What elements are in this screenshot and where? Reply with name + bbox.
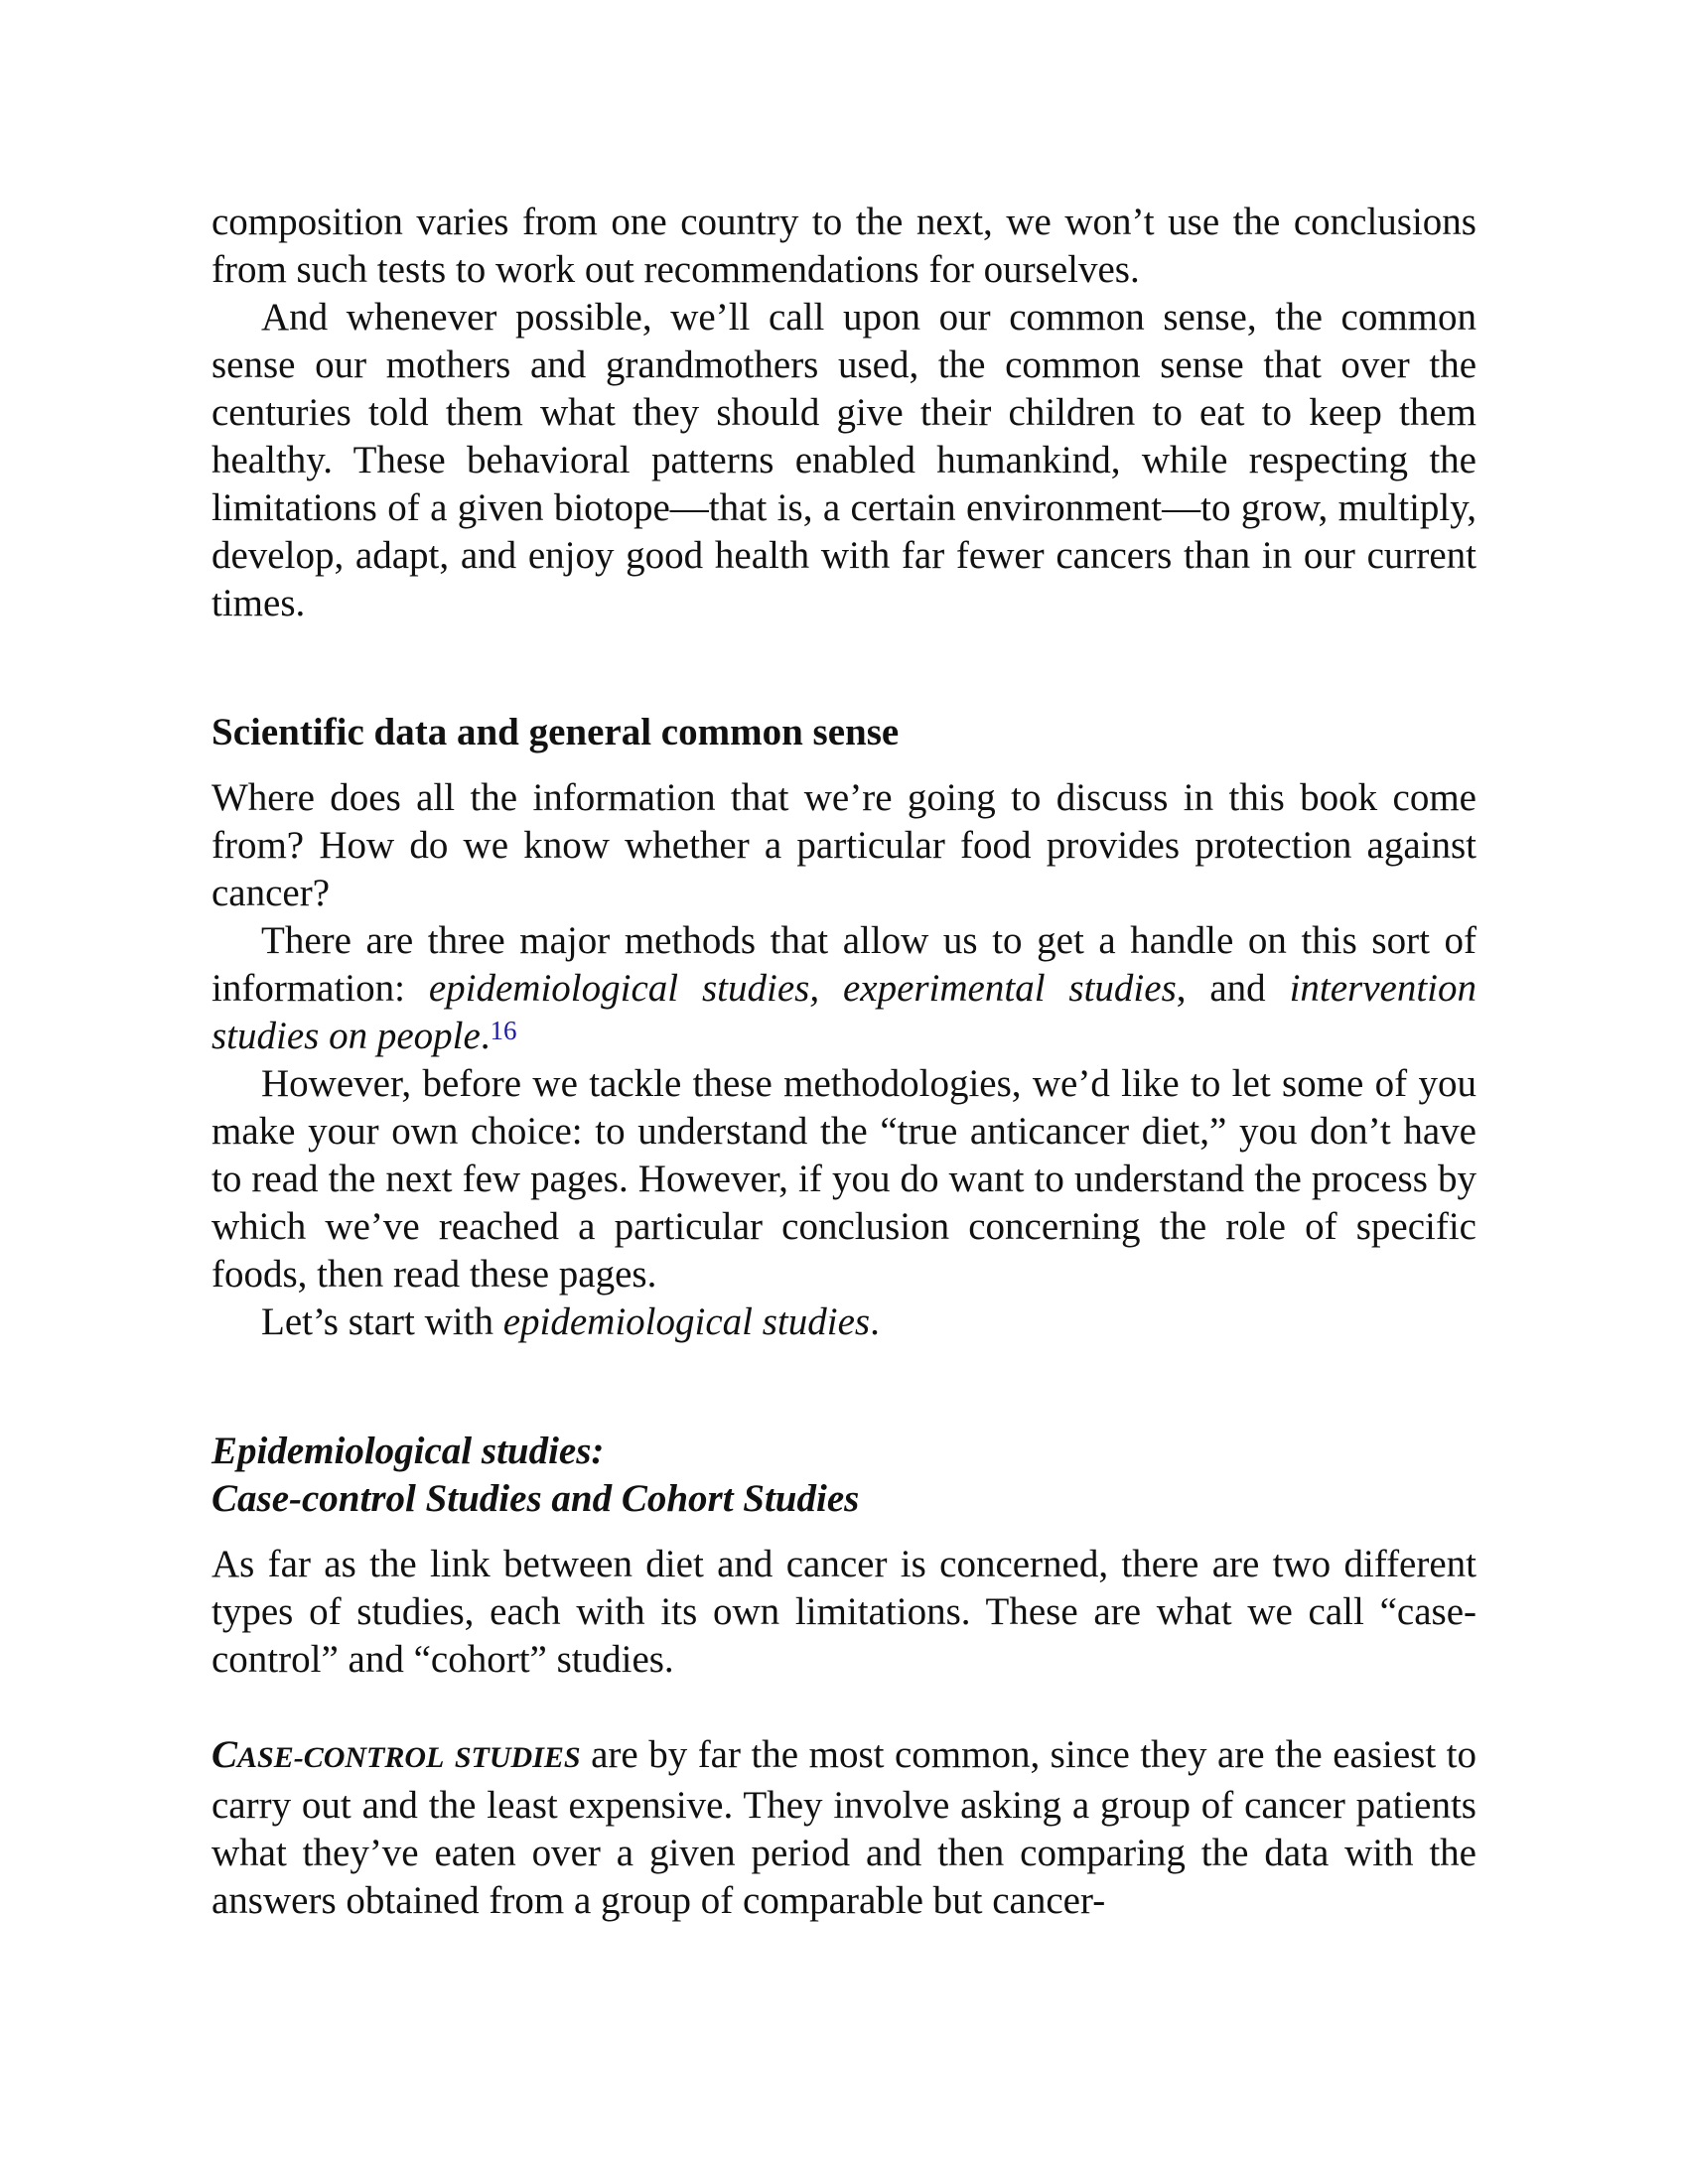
paragraph-8 [211, 1731, 1477, 1925]
heading-line-1: Epidemiological studies: [211, 1430, 605, 1472]
paragraph-8-text: are by far the most common, since they are the easiest to carry out and the least expensive. They involve asking a group of cancer patients what they’ve eaten over a given period and then comparing the data with the answers obtained from a group of comparable but cancer- [211, 1733, 1477, 1922]
spacer [211, 627, 1477, 709]
footnote-reference[interactable]: 16 [490, 1016, 517, 1045]
spacer [211, 1684, 1477, 1731]
small-caps-text: STUDIES [454, 1741, 581, 1774]
period: . [870, 1300, 880, 1343]
paragraph-7: As far as the link between diet and cancer is concerned, there are two different types of studies, each with its own limitations. These are what we call “case-control” and “cohort” studies. [211, 1543, 1477, 1681]
paragraph-6-lead: Let’s start with [261, 1300, 503, 1343]
paragraph-4 [211, 917, 1477, 1060]
paragraph-3: Where does all the information that we’re going to discuss in this book come from? How do we know whether a particular food provides protection against cancer? [211, 776, 1477, 914]
paragraph-1: composition varies from one country to the next, we won’t use the conclusions from such tests to work out recommendations for ourselves. [211, 201, 1477, 291]
spacer [211, 756, 1477, 774]
separator [819, 967, 843, 1010]
epidemiological-studies-term: epidemiological studies, [428, 967, 820, 1010]
section-heading-epidemiological [211, 1428, 1477, 1523]
paragraph-5: However, before we tackle these methodologies, we’d like to let some of you make your own choice: to understand the “true anticancer diet,” you don’t have to read the next few pages. However, if you do want to understand the process by which we’ve reached a particular conclusion concerning the role of specific foods, then read these pages. [211, 1062, 1477, 1296]
section-heading-scientific-data: Scientific data and general common sense [211, 711, 900, 753]
paragraph-4-lead: There are three major methods that allow us to get a handle on this sort of information: [211, 919, 1477, 1010]
paragraph-2: And whenever possible, we’ll call upon our common sense, the common sense our mothers and grandmothers used, the common sense that over the centuries told them what they should give their children to eat to keep them healthy. These behavioral patterns enabled humankind, while respecting the limitations of a given biotope—that is, a certain environment—to grow, multiply, develop, adapt, and enjoy good health with far fewer cancers than in our current times. [211, 296, 1477, 624]
spacer [211, 1346, 1477, 1428]
period: . [480, 1015, 491, 1057]
epidemiological-studies-term: epidemiological studies [502, 1300, 871, 1343]
paragraph-6 [211, 1298, 1477, 1346]
small-caps-text: ASE-CONTROL [237, 1741, 445, 1774]
spacer [211, 1523, 1477, 1541]
heading-line-2: Case-control Studies and Cohort Studies [211, 1477, 860, 1520]
intervention-studies-term: intervention studies on people [211, 967, 1477, 1057]
small-caps-initial: C [211, 1733, 238, 1776]
experimental-studies-term: experimental studies [842, 967, 1177, 1010]
separator: , and [1176, 967, 1290, 1010]
page-body [211, 199, 1477, 1925]
